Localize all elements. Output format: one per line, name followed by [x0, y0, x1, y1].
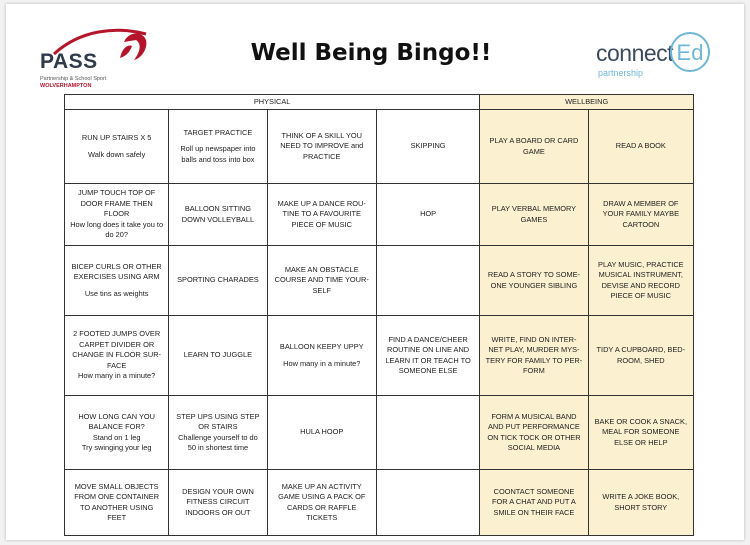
- bingo-cell-text: BALLOON SITTING DOWN VOLLEYBALL: [181, 204, 255, 224]
- bingo-cell: [267, 316, 376, 396]
- bingo-cell-text: PLAY VERBAL MEMORY GAMES: [491, 204, 577, 224]
- bingo-cell: [588, 316, 693, 396]
- page-title: Well Being Bingo!!: [250, 40, 492, 66]
- bingo-cell: [169, 246, 267, 316]
- pass-logo-word: PASS: [40, 50, 98, 73]
- bingo-cell-text: DRAW A MEMBER OF YOUR FAMILY MAYBE CARTOON: [602, 198, 679, 229]
- bingo-cell: [480, 396, 588, 470]
- bingo-cell-text: Walk down safely: [88, 149, 146, 159]
- bingo-cell-text: TIDY A CUPBOARD, BED-ROOM, SHED: [596, 345, 686, 365]
- bingo-body: [65, 110, 694, 536]
- bingo-row: [65, 110, 694, 184]
- bingo-cell-text: FIND A DANCE/CHEER ROUTINE ON LINE AND LEARN IT OR TEACH TO SOMEONE ELSE: [385, 334, 471, 375]
- bingo-cell-text: [382, 430, 474, 436]
- bingo-cell-text: Challenge yourself to do 50 in shortest time: [178, 432, 258, 452]
- bingo-cell: [169, 396, 267, 470]
- bingo-cell-text: BAKE OR COOK A SNACK, MEAL FOR SOMEONE ELSE OR HELP: [594, 416, 688, 447]
- bingo-cell: [169, 470, 267, 536]
- bingo-cell-text: PLAY MUSIC, PRACTICE MUSICAL INSTRUMENT, DEVISE AND RECORD PIECE OF MUSIC: [598, 259, 684, 300]
- bingo-cell-text: SPORTING CHARADES: [177, 275, 259, 285]
- bingo-cell: [588, 184, 693, 246]
- bingo-cell-text: MAKE AN OBSTACLE COURSE AND TIME YOUR-SELF: [274, 264, 369, 295]
- bingo-cell: [376, 396, 479, 470]
- bingo-cell: [588, 396, 693, 470]
- bingo-cell: [480, 110, 588, 184]
- bingo-cell-text: STEP UPS USING STEP OR STAIRS: [176, 411, 260, 431]
- bingo-cell: [267, 184, 376, 246]
- bingo-row: [65, 470, 694, 536]
- bingo-cell-text: SKIPPING: [410, 141, 446, 151]
- bingo-cell-text: FORM A MUSICAL BAND AND PUT PERFORMANCE ON TICK TOCK OR OTHER SOCIAL MEDIA: [487, 411, 581, 452]
- bingo-cell: [376, 246, 479, 316]
- bingo-cell-text: JUMP TOUCH TOP OF DOOR FRAME THEN FLOOR: [78, 188, 156, 219]
- bingo-cell: [376, 110, 479, 184]
- bingo-cell-text: PLAY A BOARD OR CARD GAME: [489, 136, 579, 156]
- bingo-cell-text: How many in a minute?: [283, 358, 361, 368]
- bingo-cell: [376, 470, 479, 536]
- bingo-cell: [267, 246, 376, 316]
- bingo-cell: [65, 316, 169, 396]
- bingo-table: [64, 94, 694, 536]
- bingo-row: [65, 184, 694, 246]
- connected-logo-word: connect: [596, 40, 674, 66]
- bingo-cell: [588, 470, 693, 536]
- bingo-cell-text: Stand on 1 leg: [92, 432, 141, 442]
- connected-logo: [588, 30, 718, 84]
- bingo-cell-text: WRITE, FIND ON INTER-NET PLAY, MURDER MYS-TERY FOR FAMILY TO PER-FORM: [485, 334, 583, 375]
- bingo-cell-text: [382, 278, 474, 284]
- bingo-cell: [65, 246, 169, 316]
- bingo-cell: [65, 396, 169, 470]
- bingo-cell-text: COONTACT SOMEONE FOR A CHAT AND PUT A SMILE ON THEIR FACE: [492, 486, 576, 517]
- bingo-cell-text: HOW LONG CAN YOU BALANCE FOR?: [78, 411, 155, 431]
- bingo-cell-text: HOP: [420, 209, 437, 219]
- bingo-cell-text: MAKE UP A DANCE ROU-TINE TO A FAVOURITE PIECE OF MUSIC: [277, 198, 366, 229]
- bingo-cell-text: Roll up newspaper into balls and toss into box: [180, 144, 256, 164]
- bingo-row: [65, 246, 694, 316]
- pass-logo-tagline: Partnership & School Sport: [40, 76, 107, 82]
- bingo-cell: [65, 470, 169, 536]
- connected-logo-ed: Ed: [670, 32, 710, 72]
- bingo-cell: [588, 110, 693, 184]
- bingo-cell-text: READ A BOOK: [615, 141, 666, 151]
- bingo-cell: [169, 184, 267, 246]
- bingo-cell: [480, 316, 588, 396]
- page-header: [6, 4, 744, 96]
- bingo-cell: [267, 110, 376, 184]
- bingo-cell-text: DESIGN YOUR OWN FITNESS CIRCUIT INDOORS OR OUT: [182, 486, 254, 517]
- bingo-cell-text: HULA HOOP: [300, 427, 344, 437]
- bingo-cell-text: RUN UP STAIRS X 5: [81, 133, 152, 142]
- bingo-cell: [480, 184, 588, 246]
- bingo-cell-text: Use tins as weights: [84, 288, 149, 298]
- bingo-cell: [480, 470, 588, 536]
- pass-logo: [36, 24, 146, 88]
- physical-header: PHYSICAL: [65, 95, 480, 110]
- bingo-cell: [169, 110, 267, 184]
- bingo-cell: [65, 184, 169, 246]
- bingo-cell: [65, 110, 169, 184]
- bingo-cell-text: BALLOON KEEPY UPPY: [279, 342, 364, 351]
- bingo-cell-text: How many in a minute?: [78, 371, 156, 381]
- bingo-cell-text: How long does it take you to do 20?: [70, 219, 164, 240]
- bingo-cell-text: WRITE A JOKE BOOK, SHORT STORY: [602, 492, 680, 512]
- bingo-cell-text: TARGET PRACTICE: [183, 127, 253, 137]
- bingo-cell-text: BICEP CURLS OR OTHER EXERCISES USING ARM: [71, 261, 162, 282]
- bingo-cell-text: Try swinging your leg: [81, 443, 152, 452]
- bingo-cell: [169, 316, 267, 396]
- bingo-row: [65, 396, 694, 470]
- worksheet-page: [6, 4, 744, 540]
- bingo-cell-text: MOVE SMALL OBJECTS FROM ONE CONTAINER TO ANOTHER USING FEET: [74, 481, 160, 522]
- bingo-cell: [480, 246, 588, 316]
- bingo-cell-text: 2 FOOTED JUMPS OVER CARPET DIVIDER OR CHANGE IN FLOOR SUR-FACE: [72, 329, 161, 370]
- bingo-row: [65, 316, 694, 396]
- bingo-cell: [267, 470, 376, 536]
- connected-logo-tagline: partnership: [598, 68, 644, 78]
- bingo-cell-text: [382, 500, 474, 506]
- bingo-cell: [376, 316, 479, 396]
- bingo-cell: [267, 396, 376, 470]
- bingo-cell-text: MAKE UP AN ACTIVITY GAME USING A PACK OF CARDS OR RAFFLE TICKETS: [278, 481, 366, 522]
- bingo-cell-text: THINK OF A SKILL YOU NEED TO IMPROVE and PRACTICE: [280, 130, 364, 161]
- bingo-cell: [588, 246, 693, 316]
- pass-logo-city: WOLVERHAMPTON: [40, 83, 92, 89]
- bingo-cell-text: READ A STORY TO SOME-ONE YOUNGER SIBLING: [487, 270, 580, 290]
- bingo-cell: [376, 184, 479, 246]
- wellbeing-header: WELLBEING: [480, 95, 694, 110]
- bingo-cell-text: LEARN TO JUGGLE: [183, 350, 253, 360]
